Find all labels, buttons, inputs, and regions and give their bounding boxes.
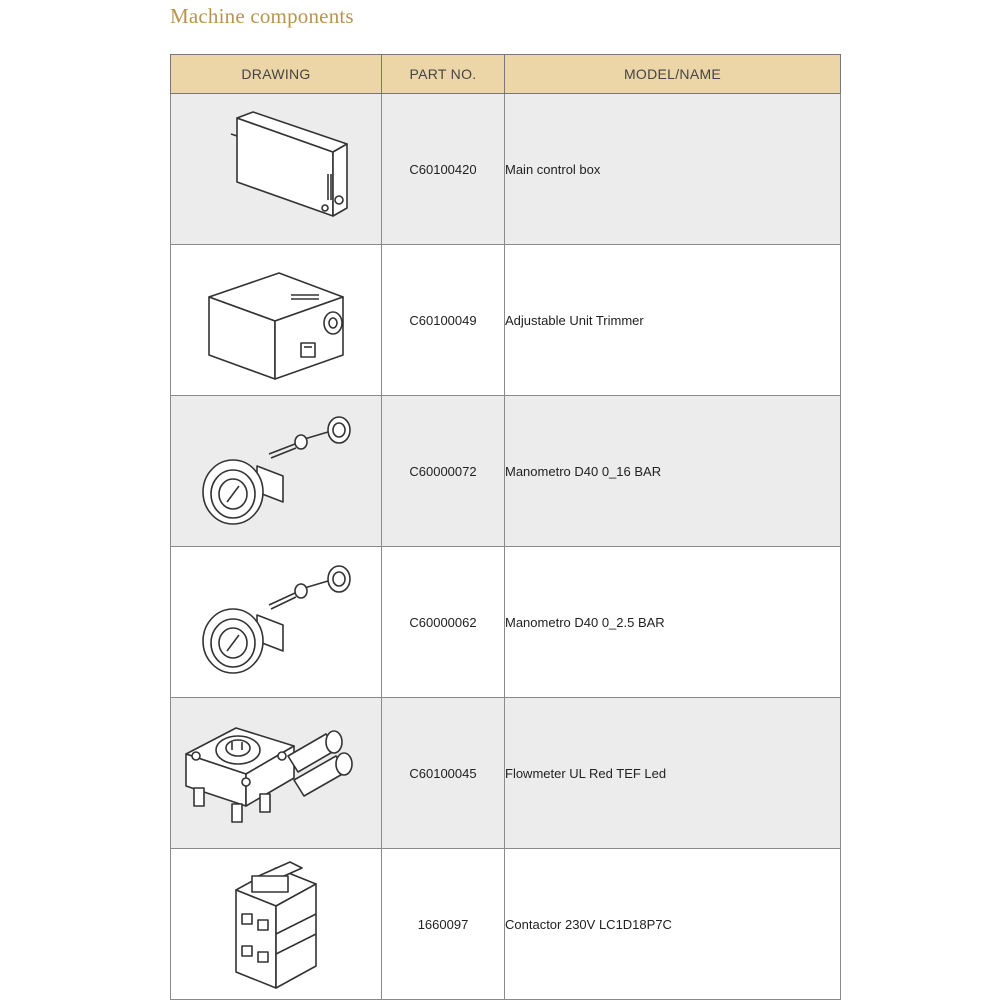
model-name: Adjustable Unit Trimmer — [505, 245, 841, 396]
drawing-cell — [171, 396, 382, 547]
table-row — [171, 849, 841, 1000]
column-header-model: MODEL/NAME — [505, 55, 841, 94]
drawing-cell — [171, 94, 382, 245]
part-number: C60100049 — [382, 245, 505, 396]
table-row — [171, 245, 841, 396]
contactor-icon — [206, 854, 346, 994]
components-table — [170, 54, 841, 1000]
manometer-icon — [191, 557, 361, 687]
table-row — [171, 94, 841, 245]
control-box-icon — [201, 104, 351, 234]
manometer-icon — [191, 406, 361, 536]
section-title: Machine components — [170, 4, 354, 28]
part-number: 1660097 — [382, 849, 505, 1000]
table-row — [171, 547, 841, 698]
table-row — [171, 698, 841, 849]
part-number: C60000072 — [382, 396, 505, 547]
part-number: C60100045 — [382, 698, 505, 849]
part-number: C60000062 — [382, 547, 505, 698]
trimmer-unit-icon — [191, 255, 361, 385]
model-name: Flowmeter UL Red TEF Led — [505, 698, 841, 849]
part-number: C60100420 — [382, 94, 505, 245]
table-header-row — [171, 55, 841, 94]
table-row — [171, 396, 841, 547]
model-name: Contactor 230V LC1D18P7C — [505, 849, 841, 1000]
drawing-cell — [171, 245, 382, 396]
model-name: Manometro D40 0_16 BAR — [505, 396, 841, 547]
flowmeter-icon — [176, 706, 376, 841]
drawing-cell — [171, 547, 382, 698]
column-header-drawing: DRAWING — [171, 55, 382, 94]
model-name: Main control box — [505, 94, 841, 245]
model-name: Manometro D40 0_2.5 BAR — [505, 547, 841, 698]
drawing-cell — [171, 849, 382, 1000]
column-header-part-no: PART NO. — [382, 55, 505, 94]
drawing-cell — [171, 698, 382, 849]
